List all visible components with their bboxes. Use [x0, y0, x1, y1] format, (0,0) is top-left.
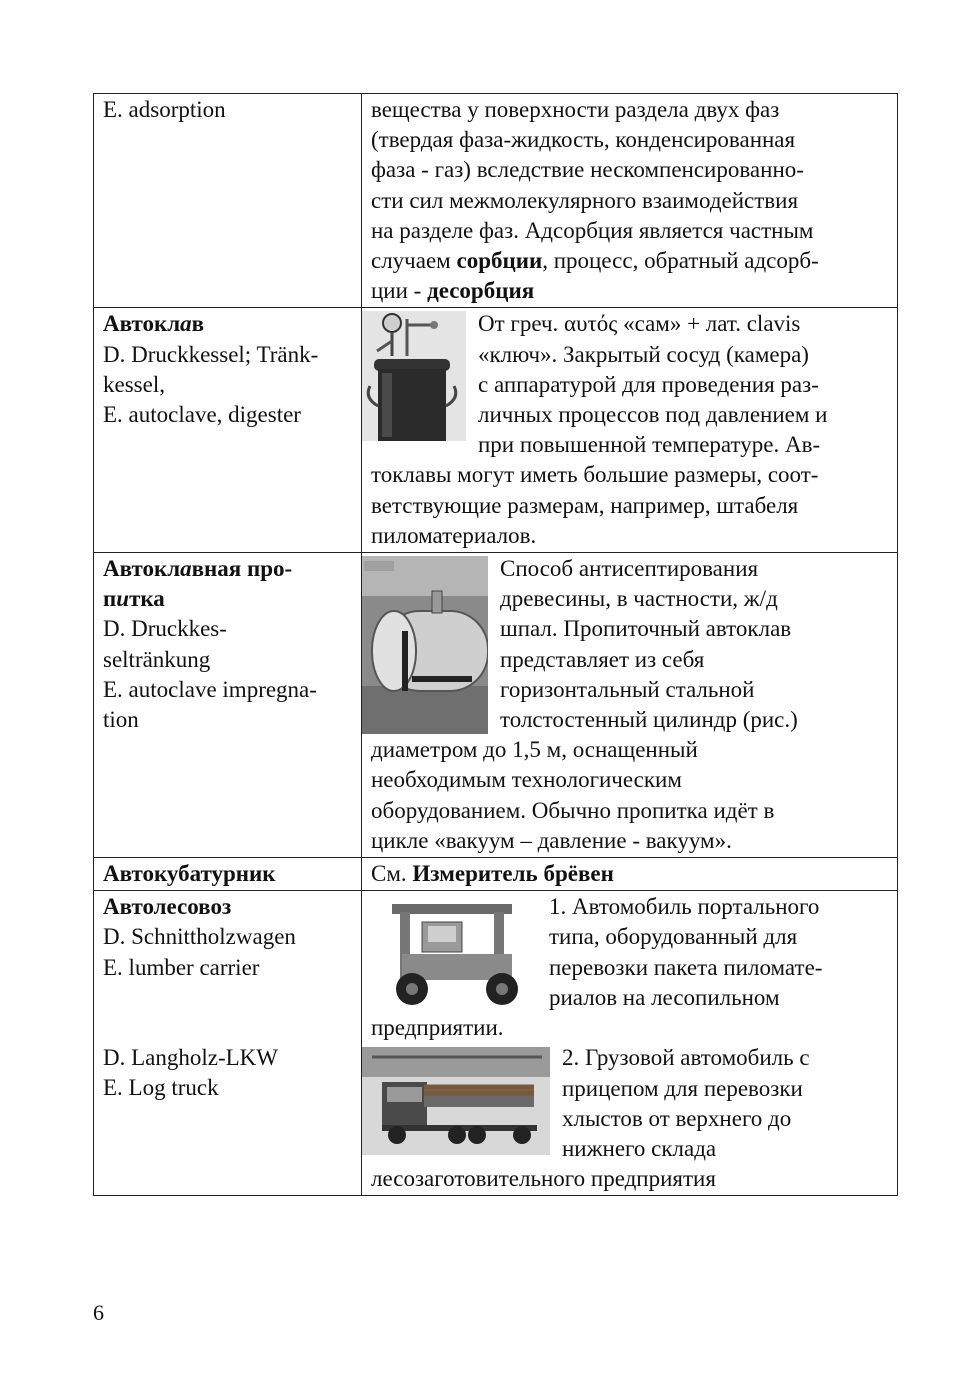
term-line: E. adsorption — [103, 97, 226, 122]
term-cell — [94, 553, 362, 858]
definition-line: горизонтальный стальной — [500, 676, 755, 702]
definition-cell — [362, 94, 898, 308]
text-run: в — [191, 311, 205, 337]
bold-term: Измеритель брёвен — [412, 861, 614, 887]
term-title — [103, 859, 353, 889]
term-line: D. Druckkessel; Tränk- — [103, 341, 319, 367]
definition-line: при повышенной температуре. Ав- — [478, 432, 821, 458]
definition-line — [371, 276, 889, 306]
impregnation-cylinder-photo — [362, 556, 488, 734]
definition-line: Способ антисептирования — [500, 556, 759, 582]
glossary-table — [93, 93, 898, 1196]
term-line: seltränkung — [103, 646, 211, 672]
table-row — [94, 891, 898, 1196]
lumber-carrier-photo — [362, 894, 537, 1012]
definition-line: 1. Автомобиль портального — [549, 894, 820, 920]
term-line: tion — [103, 707, 139, 733]
definition-line: пиломатериалов. — [371, 522, 537, 548]
definition-line: токлавы могут иметь большие размеры, соот- — [371, 462, 819, 488]
definition-line: прицепом для перевозки — [562, 1075, 803, 1101]
definition-line: представляет из себя — [500, 646, 705, 672]
term-line: kessel, — [103, 371, 165, 397]
definition-line: (твердая фаза-жидкость, конденсированная — [371, 127, 796, 153]
definition-cell — [362, 858, 898, 891]
definition-cell — [362, 891, 898, 1196]
term-title-text: Автокубатурник — [103, 861, 276, 887]
definition-line: толстостенный цилиндр (рис.) — [500, 707, 798, 733]
definition-line: оборудованием. Обычно пропитка идёт в — [371, 797, 775, 823]
term-cell — [94, 94, 362, 308]
definition-line: типа, оборудованный для — [549, 924, 798, 950]
term-cell — [94, 858, 362, 891]
term-title — [103, 584, 353, 614]
term-title — [103, 892, 353, 922]
definition-line: «ключ». Закрытый сосуд (камера) — [478, 341, 809, 367]
term-line: E. autoclave, digester — [103, 402, 301, 428]
text-run: тка — [129, 586, 165, 612]
term-title — [103, 309, 353, 339]
definition-cell — [362, 308, 898, 553]
definition-line: хлыстов от верхнего до — [562, 1105, 792, 1131]
log-truck-photo — [362, 1047, 550, 1155]
definition-line: необходимым технологическим — [371, 767, 682, 793]
definition-line — [371, 246, 889, 276]
table-row — [94, 858, 898, 891]
definition-line: От греч. αυτός «сам» + лат. clavis — [478, 311, 801, 337]
term-line: E. autoclave impregna- — [103, 676, 317, 702]
text-run: вная про- — [191, 556, 293, 582]
spacer — [103, 1013, 353, 1043]
definition-cell — [362, 553, 898, 858]
cross-reference — [371, 859, 889, 889]
stress-mark: а — [180, 556, 192, 582]
term-title — [103, 554, 353, 584]
definition-line: шпал. Пропиточный автоклав — [500, 616, 792, 642]
definition-line: древесины, в частности, ж/д — [500, 586, 778, 612]
autoclave-photo — [362, 311, 466, 441]
definition-line: с аппаратурой для проведения раз- — [478, 371, 819, 397]
spacer — [103, 983, 353, 1013]
text-run: , процесс, обратный адсорб- — [542, 248, 819, 274]
term-cell — [94, 308, 362, 553]
definition-line: риалов на лесопильном — [549, 984, 780, 1010]
stress-mark: и — [116, 586, 130, 612]
bold-term: сорбции — [456, 248, 543, 274]
term-line: E. lumber carrier — [103, 954, 260, 980]
text-run: случаем — [371, 248, 457, 274]
definition-line: на разделе фаз. Адсорбция является частным — [371, 217, 814, 243]
text-run: См. — [371, 861, 413, 887]
table-row — [94, 308, 898, 553]
text-run: п — [103, 586, 117, 612]
term-cell — [94, 891, 362, 1196]
text-run: Автокл — [103, 556, 181, 582]
table-row — [94, 553, 898, 858]
definition-line: 2. Грузовой автомобиль с — [562, 1045, 810, 1071]
definition-line: предприятии. — [371, 1015, 504, 1041]
page-number: 6 — [93, 1300, 104, 1325]
term-line: D. Druckkes- — [103, 616, 227, 642]
bold-term: десорбция — [427, 278, 535, 304]
term-title-text: Автолесовоз — [103, 894, 232, 920]
definition-line: перевозки пакета пиломате- — [549, 954, 823, 980]
definition-line: диаметром до 1,5 м, оснащенный — [371, 737, 698, 763]
definition-line: вещества у поверхности раздела двух фаз — [371, 97, 780, 122]
term-line: D. Langholz-LKW — [103, 1045, 278, 1071]
table-row — [94, 94, 898, 308]
text-run: ции - — [371, 278, 428, 304]
definition-line: фаза - газ) вследствие нескомпенсированно- — [371, 157, 804, 183]
definition-line: нижнего склада — [562, 1135, 717, 1161]
text-run: Автокл — [103, 311, 181, 337]
definition-line: личных процессов под давлением и — [478, 402, 828, 428]
definition-line: лесозаготовительного предприятия — [371, 1166, 716, 1192]
term-line: E. Log truck — [103, 1075, 219, 1101]
definition-line: ветствующие размерам, например, штабеля — [371, 492, 799, 518]
stress-mark: а — [180, 311, 192, 337]
definition-line: цикле «вакуум – давление - вакуум». — [371, 827, 732, 853]
term-line: D. Schnittholzwagen — [103, 924, 296, 950]
definition-line: сти сил межмолекулярного взаимодействия — [371, 187, 799, 213]
